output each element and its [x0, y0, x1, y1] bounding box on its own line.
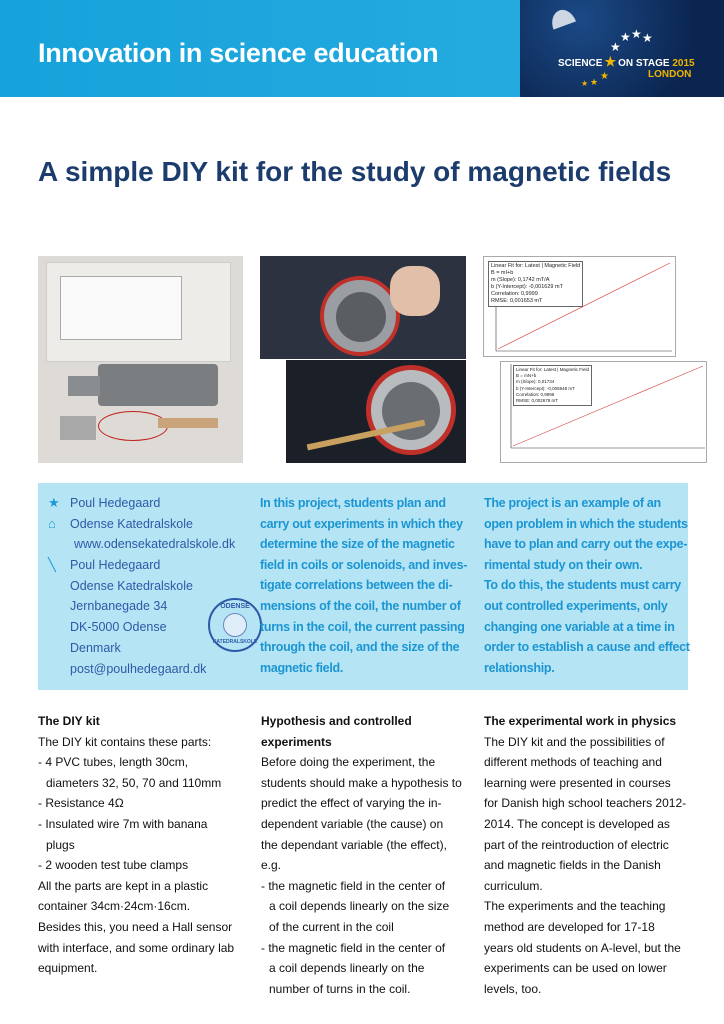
section-heading: The DIY kit — [38, 714, 100, 728]
text-line: The experiments and the teaching — [484, 899, 666, 914]
diy-kit-section — [38, 711, 256, 979]
text-line: order to establish a cause and effect — [484, 640, 690, 655]
section-heading: Hypothesis and controlled — [261, 714, 412, 728]
coil-experiment-photo-1 — [260, 256, 466, 359]
star-icon: ★ — [600, 71, 609, 82]
text-line: learning were presented in courses — [484, 775, 671, 790]
text-line: - 4 PVC tubes, length 30cm, — [38, 755, 189, 770]
info-box — [38, 483, 688, 690]
text-line: number of turns in the coil. — [269, 981, 411, 996]
text-line: with interface, and some ordinary lab — [38, 940, 235, 955]
logo-city: LONDON — [648, 69, 692, 80]
text-line: diameters 32, 50, 70 and 110mm — [46, 775, 222, 790]
text-line: predict the effect of varying the in- — [261, 796, 442, 811]
text-line: experiments can be used on lower — [484, 961, 667, 976]
text-line: dependent variable (the cause) on — [261, 816, 444, 831]
star-icon: ★ — [631, 27, 642, 41]
text-line: - the magnetic field in the center of — [261, 940, 446, 955]
contact-country: Denmark — [70, 640, 121, 655]
text-line: levels, too. — [484, 981, 542, 996]
text-line: turns in the coil, the current passing — [260, 619, 465, 634]
text-line: The project is an example of an — [484, 496, 661, 510]
fit-correlation: Correlation: 0,9996 — [516, 391, 555, 397]
text-line: part of the reintroduction of electric — [484, 837, 669, 852]
text-line: container 34cm·24cm·16cm. — [38, 899, 191, 914]
contact-city: DK-5000 Odense — [70, 620, 167, 635]
fit-info-box — [513, 365, 592, 406]
science-on-stage-logo — [520, 0, 724, 97]
pen-icon: ╲ — [48, 557, 56, 573]
diy-kit-photo — [38, 256, 243, 463]
header-banner — [0, 0, 724, 97]
moon-icon — [548, 6, 576, 29]
fit-slope: m (Slope): 0,01734 — [516, 379, 555, 385]
fit-equation: B = mI+b — [491, 270, 514, 276]
text-line: - the magnetic field in the center of — [261, 878, 446, 893]
school-name: Odense Katedralskole — [70, 516, 193, 531]
star-icon: ★ — [642, 31, 653, 45]
contact-name: Poul Hedegaard — [70, 558, 161, 573]
text-line: mensions of the coil, the number of — [260, 598, 461, 613]
page-title: A simple DIY kit for the study of magnetic fields — [38, 156, 672, 187]
text-line: curriculum. — [484, 878, 543, 893]
seal-emblem — [223, 613, 247, 637]
text-line: the dependant variable (the effect), — [261, 837, 447, 852]
star-icon: ★ — [610, 40, 621, 54]
hypothesis-section — [261, 711, 479, 999]
text-line: a coil depends linearly on the — [269, 961, 425, 976]
fit-correlation: Correlation: 0,9999 — [491, 291, 538, 297]
fit-rmse: RMSE: 0,002678 mT — [516, 398, 559, 404]
text-line: a coil depends linearly on the size — [269, 899, 450, 914]
text-line: carry out experiments in which they — [260, 516, 463, 531]
text-line: The DIY kit and the possibilities of — [484, 734, 665, 749]
text-line: have to plan and carry out the expe- — [484, 537, 688, 552]
text-line: different methods of teaching and — [484, 755, 662, 770]
text-line: - Resistance 4Ω — [38, 796, 124, 811]
star-icon: ★ — [620, 30, 631, 44]
text-line: rimental study on their own. — [484, 557, 643, 572]
text-line: - 2 wooden test tube clamps — [38, 858, 189, 873]
coil-experiment-photo-2 — [286, 360, 466, 463]
fit-info-box — [488, 261, 583, 307]
logo-text: SCIENCE — [558, 58, 603, 69]
text-line: 2014. The concept is developed as — [484, 816, 670, 831]
logo-text: ON STAGE — [618, 58, 670, 69]
text-line: e.g. — [261, 858, 282, 873]
text-line: and magnetic fields in the Danish — [484, 858, 661, 873]
text-line: Before doing the experiment, the — [261, 755, 436, 770]
fit-slope: m (Slope): 0,1742 mT/A — [491, 277, 550, 283]
text-line: tigate correlations between the di- — [260, 578, 453, 593]
text-line: method are developed for 17-18 — [484, 919, 655, 934]
logo-year: 2015 — [672, 58, 695, 69]
section-heading: experiments — [261, 734, 332, 749]
text-line: In this project, students plan and — [260, 496, 446, 510]
physics-section — [484, 711, 702, 999]
text-line: through the coil, and the size of the — [260, 640, 460, 655]
text-line: - Insulated wire 7m with banana — [38, 816, 208, 831]
text-line: changing one variable at a time in — [484, 619, 675, 634]
linear-fit-graph-current — [483, 256, 676, 357]
text-line: field in coils or solenoids, and inves- — [260, 557, 468, 572]
fit-rmse: RMSE: 0,001653 mT — [491, 298, 543, 304]
text-line: equipment. — [38, 961, 98, 976]
project-summary — [260, 493, 480, 678]
project-purpose — [484, 493, 688, 678]
linear-fit-graph-turns — [500, 361, 707, 463]
home-icon: ⌂ — [48, 515, 56, 531]
fit-intercept: b (Y-Intercept): -0,005948 mT — [516, 385, 575, 391]
fit-intercept: b (Y-Intercept): -0,001629 mT — [491, 284, 563, 290]
contact-info — [48, 493, 260, 683]
fit-title: Linear Fit for: Latest | Magnetic Field — [516, 367, 589, 372]
text-line: students should make a hypothesis to — [261, 775, 462, 790]
star-icon: ★ — [48, 495, 60, 510]
text-line: of the current in the coil — [269, 919, 394, 934]
contact-street: Jernbanegade 34 — [70, 599, 168, 614]
text-line: All the parts are kept in a plastic — [38, 878, 209, 893]
text-line: Besides this, you need a Hall sensor — [38, 919, 233, 934]
email-link[interactable]: post@poulhedegaard.dk — [70, 661, 207, 676]
text-line: determine the size of the magnetic — [260, 537, 455, 552]
text-line: open problem in which the students — [484, 516, 688, 531]
star-icon: ★ — [590, 77, 599, 87]
contact-school: Odense Katedralskole — [70, 578, 193, 593]
text-line: for Danish high school teachers 2012- — [484, 796, 687, 811]
website-link[interactable]: www.odensekatedralskole.dk — [74, 537, 236, 552]
star-icon: ★ — [581, 79, 589, 88]
text-line: The DIY kit contains these parts: — [38, 734, 212, 749]
text-line: To do this, the students must carry — [484, 578, 681, 593]
author-name: Poul Hedegaard — [70, 496, 161, 510]
text-line: plugs — [46, 837, 75, 852]
school-seal — [208, 598, 262, 652]
text-line: years old students on A-level, but the — [484, 940, 681, 955]
text-line: magnetic field. — [260, 660, 344, 675]
star-icon: ★ — [604, 54, 617, 69]
seal-text: ODENSE — [220, 603, 250, 610]
fit-equation: B = mN+b — [516, 373, 537, 379]
seal-text: KATEDRALSKOLE — [212, 639, 258, 645]
fit-title: Linear Fit for: Latest | Magnetic Field — [491, 263, 581, 269]
header-title: Innovation in science education — [38, 38, 439, 68]
text-line: relationship. — [484, 660, 555, 675]
section-heading: The experimental work in physics — [484, 714, 677, 728]
text-line: out controlled experiments, only — [484, 598, 668, 613]
